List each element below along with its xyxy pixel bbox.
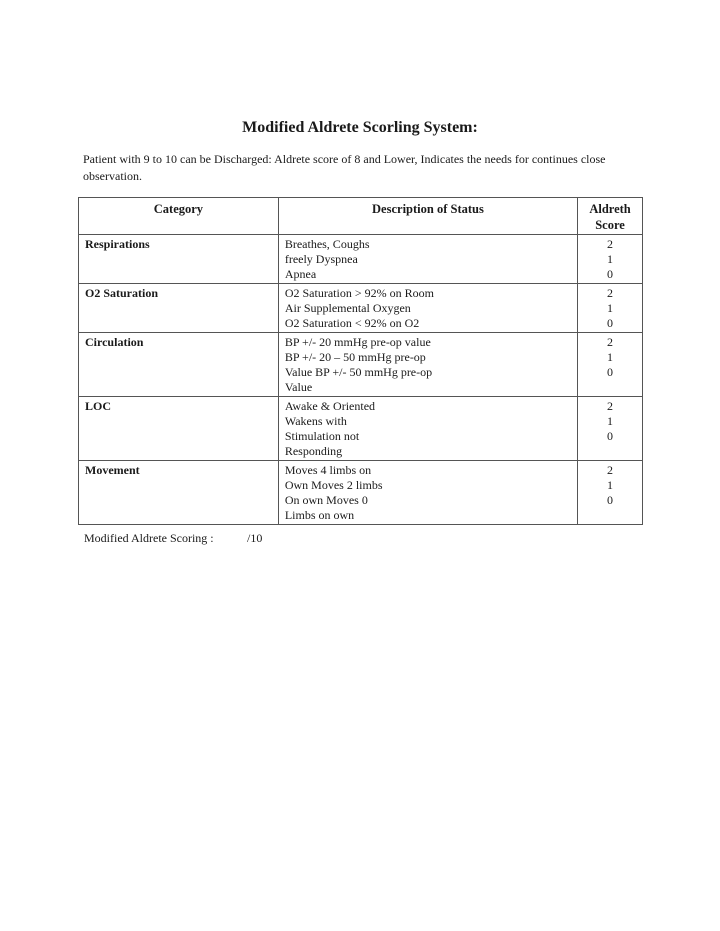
- category-cell: Circulation: [79, 333, 279, 397]
- header-score-line1: Aldreth: [589, 202, 631, 216]
- description-cell: [278, 333, 577, 397]
- description-line: Apnea: [284, 267, 317, 281]
- description-line: O2 Saturation > 92% on Room: [284, 286, 434, 300]
- description-line: BP +/- 20 mmHg pre-op value: [284, 335, 431, 349]
- header-category: Category: [79, 198, 279, 235]
- total-score-line: [84, 531, 262, 546]
- description-line: Value BP +/- 50 mmHg pre-op: [284, 365, 433, 379]
- score-cell: [578, 333, 643, 397]
- description-line: Air Supplemental Oxygen: [284, 301, 411, 315]
- description-line: Value: [284, 380, 313, 394]
- description-line: Responding: [284, 444, 343, 458]
- description-line: Awake & Oriented: [284, 399, 376, 413]
- description-line: On own Moves 0: [284, 493, 368, 507]
- description-line: Stimulation not: [284, 429, 360, 443]
- aldrete-score-table: [78, 197, 643, 525]
- header-score: [578, 198, 643, 235]
- score-value: 0: [607, 493, 614, 507]
- description-line: freely Dyspnea: [284, 252, 358, 266]
- score-value: 0: [607, 316, 614, 330]
- category-cell: LOC: [79, 397, 279, 461]
- score-value: 1: [607, 414, 614, 428]
- score-value: 2: [607, 237, 614, 251]
- table-row: [79, 333, 643, 397]
- score-value: 1: [607, 478, 614, 492]
- intro-paragraph: Patient with 9 to 10 can be Discharged: Aldrete score of 8 and Lower, Indicates the needs for continues close observation.: [83, 152, 606, 183]
- score-cell: [578, 397, 643, 461]
- total-score-label: Modified Aldrete Scoring :: [84, 531, 214, 545]
- total-score-suffix: /10: [247, 531, 263, 545]
- description-line: Breathes, Coughs: [284, 237, 370, 251]
- description-line: Limbs on own: [284, 508, 355, 522]
- description-cell: [278, 235, 577, 284]
- category-cell: O2 Saturation: [79, 284, 279, 333]
- score-value: 1: [607, 301, 614, 315]
- score-value: 2: [607, 335, 614, 349]
- score-value: 0: [607, 365, 614, 379]
- table-row: [79, 235, 643, 284]
- category-cell: Movement: [79, 461, 279, 525]
- description-line: BP +/- 20 – 50 mmHg pre-op: [284, 350, 426, 364]
- category-cell: Respirations: [79, 235, 279, 284]
- table-header-row: [79, 198, 643, 235]
- header-description: Description of Status: [278, 198, 577, 235]
- description-cell: [278, 397, 577, 461]
- table-row: [79, 284, 643, 333]
- score-cell: [578, 284, 643, 333]
- score-value: 2: [607, 286, 614, 300]
- table-row: [79, 461, 643, 525]
- description-line: Wakens with: [284, 414, 347, 428]
- description-cell: [278, 461, 577, 525]
- description-cell: [278, 284, 577, 333]
- description-line: O2 Saturation < 92% on O2: [284, 316, 420, 330]
- score-value: 0: [607, 429, 614, 443]
- table-row: [79, 397, 643, 461]
- score-cell: [578, 235, 643, 284]
- header-score-line2: Score: [595, 218, 625, 232]
- score-value: 2: [607, 463, 614, 477]
- description-line: Moves 4 limbs on: [284, 463, 372, 477]
- score-value: 2: [607, 399, 614, 413]
- score-value: 0: [607, 267, 614, 281]
- score-value: 1: [607, 350, 614, 364]
- score-value: 1: [607, 252, 614, 266]
- score-cell: [578, 461, 643, 525]
- page-title: Modified Aldrete Scorling System:: [242, 119, 478, 136]
- description-line: Own Moves 2 limbs: [284, 478, 383, 492]
